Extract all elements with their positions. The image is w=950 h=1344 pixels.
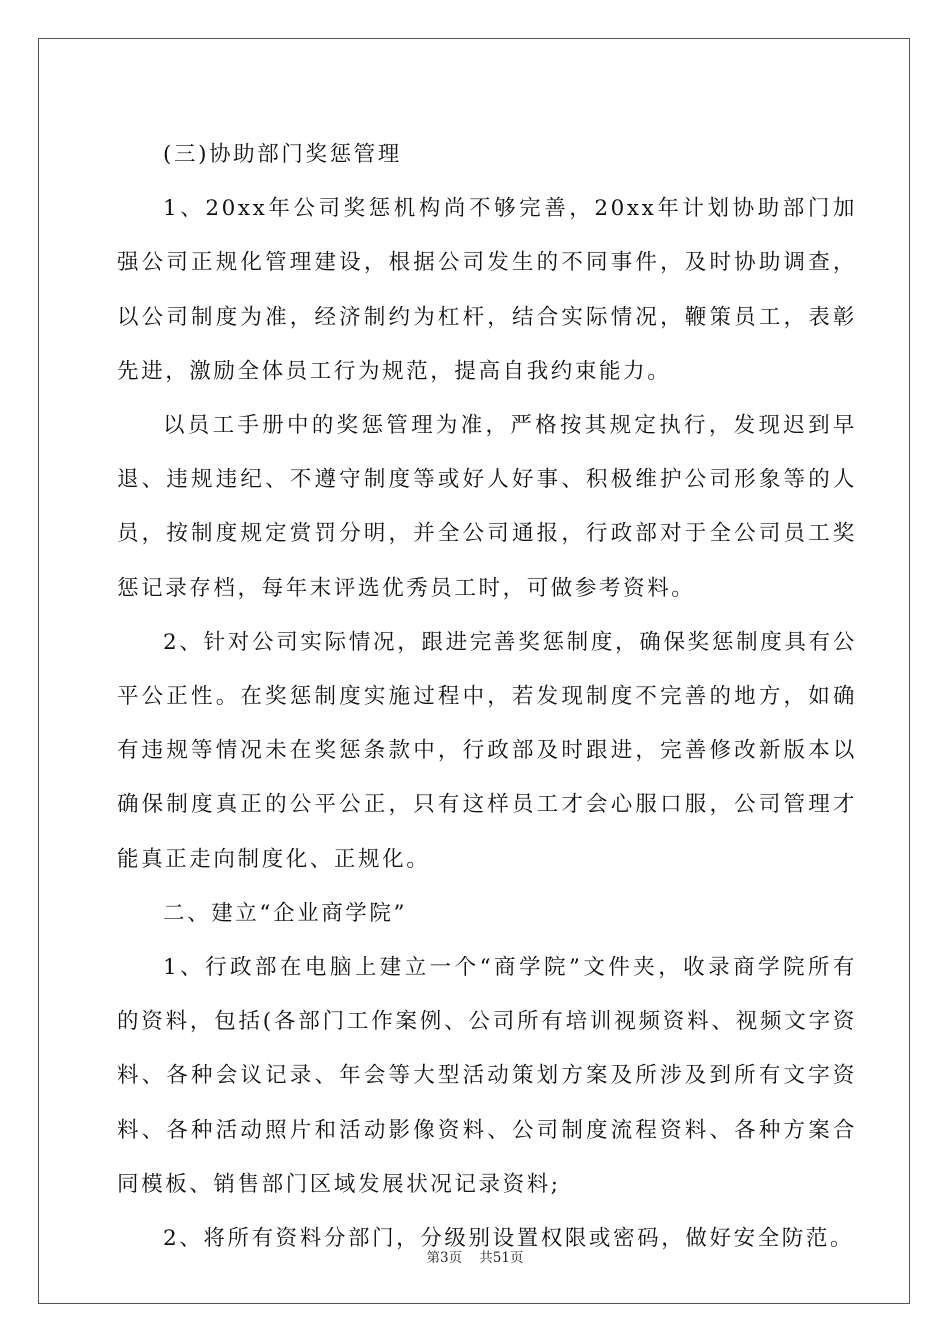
paragraph: 2、针对公司实际情况，跟进完善奖惩制度，确保奖惩制度具有公平公正性。在奖惩制度实施过程中，若发现制度不完善的地方，如确有违规等情况未在奖惩条款中，行政部及时跟进，完善修改新版本以确保制度真正的公平公正，只有这样员工才会心服口服，公司管理才能真正走向制度化、正规化。: [117, 629, 857, 872]
page-total: 共51页: [479, 1250, 524, 1266]
page-number: 第3页: [426, 1250, 463, 1266]
page-footer: [0, 1246, 950, 1266]
paragraph: 以员工手册中的奖惩管理为准，严格按其规定执行，发现迟到早退、违规违纪、不遵守制度等或好人好事、积极维护公司形象等的人员，按制度规定赏罚分明，并全公司通报，行政部对于全公司员工奖惩记录存档，每年末评选优秀员工时，可做参考资料。: [117, 413, 857, 601]
section-heading: (三)协助部门奖惩管理: [163, 142, 402, 167]
paragraph: 2、将所有资料分部门，分级别设置权限或密码，做好安全防范。: [163, 1226, 855, 1252]
document-body: [117, 128, 857, 1266]
section-heading: 二、建立“企业商学院”: [163, 900, 408, 926]
paragraph: 1、20xx年公司奖惩机构尚不够完善，20xx年计划协助部门加强公司正规化管理建设，根据公司发生的不同事件，及时协助调查，以公司制度为准，经济制约为杠杆，结合实际情况，鞭策员工，表彰先进，激励全体员工行为规范，提高自我约束能力。: [117, 196, 857, 384]
paragraph: 1、行政部在电脑上建立一个“商学院”文件夹，收录商学院所有的资料，包括(各部门工作案例、公司所有培训视频资料、视频文字资料、各种会议记录、年会等大型活动策划方案及所涉及到所有文字资料、各种活动照片和活动影像资料、公司制度流程资料、各种方案合同模板、销售部门区域发展状况记录资料;: [117, 955, 857, 1197]
